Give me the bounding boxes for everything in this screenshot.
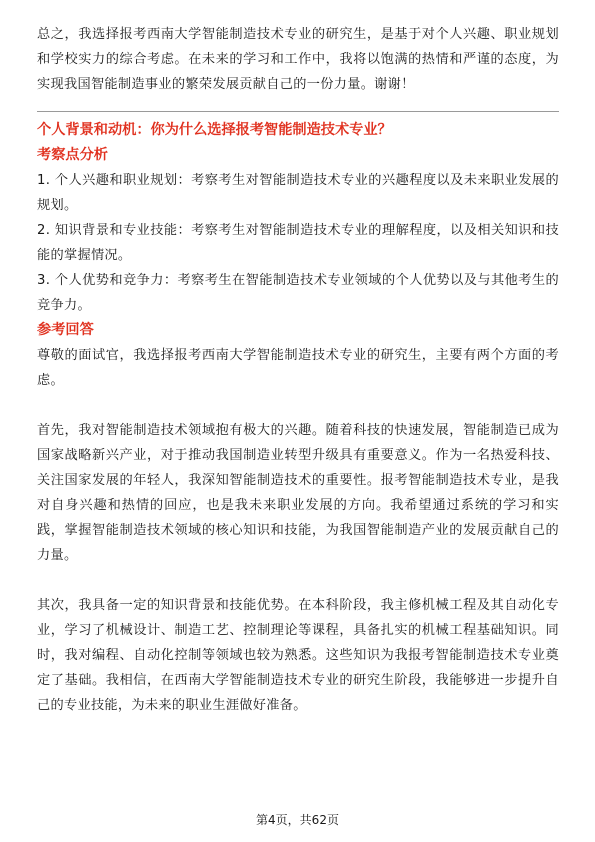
paragraph-gap <box>37 568 559 593</box>
document-page <box>37 22 559 718</box>
answer-paragraph-1: 尊敬的面试官，我选择报考西南大学智能制造技术专业的研究生，主要有两个方面的考虑。 <box>37 348 559 388</box>
intro-paragraph: 总之，我选择报考西南大学智能制造技术专业的研究生，是基于对个人兴趣、职业规划和学校实力的综合考虑。在未来的学习和工作中，我将以饱满的热情和严谨的态度，为实现我国智能制造事业的繁荣发展贡献自己的一份力量。谢谢！ <box>37 27 559 92</box>
page-number: 第4页，共62页 <box>256 813 339 827</box>
question-title: 个人背景和动机：你为什么选择报考智能制造技术专业？ <box>37 122 392 138</box>
answer-heading: 参考回答 <box>37 322 94 338</box>
analysis-item-3: 3. 个人优势和竞争力：考察考生在智能制造技术专业领域的个人优势以及与其他考生的竞争力。 <box>37 273 559 313</box>
analysis-heading: 考察点分析 <box>37 147 108 163</box>
analysis-item-2: 2. 知识背景和专业技能：考察考生对智能制造技术专业的理解程度，以及相关知识和技能的掌握情况。 <box>37 223 559 263</box>
analysis-item-1: 1. 个人兴趣和职业规划：考察考生对智能制造技术专业的兴趣程度以及未来职业发展的规划。 <box>37 173 559 213</box>
section-divider <box>37 111 559 112</box>
answer-paragraph-3: 其次，我具备一定的知识背景和技能优势。在本科阶段，我主修机械工程及其自动化专业，学习了机械设计、制造工艺、控制理论等课程，具备扎实的机械工程基础知识。同时，我对编程、自动化控制等领域也较为熟悉。这些知识为我报考智能制造技术专业奠定了基础。我相信，在西南大学智能制造技术专业的研究生阶段，我能够进一步提升自己的专业技能，为未来的职业生涯做好准备。 <box>37 598 559 713</box>
answer-paragraph-2: 首先，我对智能制造技术领域抱有极大的兴趣。随着科技的快速发展，智能制造已成为国家战略新兴产业，对于推动我国制造业转型升级具有重要意义。作为一名热爱科技、关注国家发展的年轻人，我深知智能制造技术的重要性。报考智能制造技术专业，是我对自身兴趣和热情的回应，也是我未来职业发展的方向。我希望通过系统的学习和实践，掌握智能制造技术领域的核心知识和技能，为我国智能制造产业的发展贡献自己的力量。 <box>37 423 559 563</box>
paragraph-gap <box>37 393 559 418</box>
